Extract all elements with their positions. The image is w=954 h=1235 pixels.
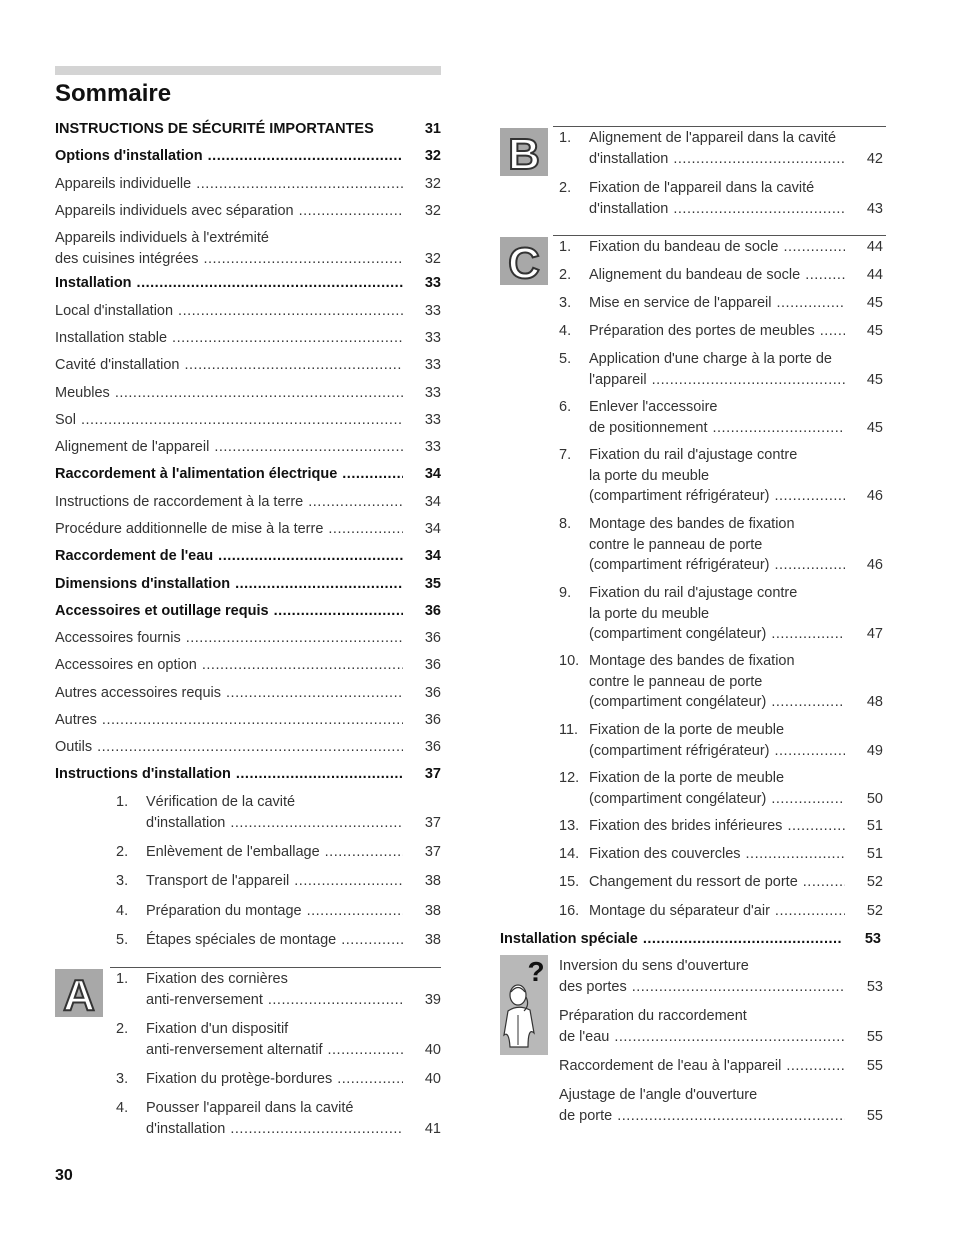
dot-leader bbox=[632, 977, 845, 998]
dot-leader bbox=[775, 741, 846, 762]
dot-leader bbox=[137, 273, 403, 294]
toc-entry-label: Enlever l'accessoire bbox=[589, 399, 718, 415]
dot-leader bbox=[342, 464, 403, 485]
dot-leader bbox=[208, 146, 403, 167]
dot-leader bbox=[172, 328, 403, 349]
toc-entry-page: 48 bbox=[866, 694, 883, 710]
toc-entry-page: 34 bbox=[424, 521, 441, 537]
toc-entry-page: 35 bbox=[424, 576, 441, 592]
dot-leader bbox=[673, 199, 845, 220]
toc-entry bbox=[559, 956, 883, 997]
toc-entry-label: Options d'installation bbox=[55, 148, 203, 164]
toc-entry-label: Accessoires en option bbox=[55, 657, 197, 673]
toc-entry-page: 47 bbox=[866, 626, 883, 642]
toc-entry-label: Fixation du rail d'ajustage contre bbox=[589, 447, 798, 463]
toc-entry-label: Appareils individuelle bbox=[55, 176, 192, 192]
toc-entry-page: 36 bbox=[424, 739, 441, 755]
toc-entry-page: 33 bbox=[424, 385, 441, 401]
toc-entry-page: 40 bbox=[424, 1071, 441, 1087]
toc-entry-page: 46 bbox=[866, 557, 883, 573]
toc-entry-page: 41 bbox=[424, 1120, 441, 1137]
toc-entry-page: 44 bbox=[866, 239, 883, 255]
toc-entry bbox=[559, 237, 883, 258]
toc-entry-label: des portes bbox=[559, 978, 627, 995]
toc-entry bbox=[55, 574, 441, 595]
toc-entry-label: d'installation bbox=[146, 814, 226, 831]
dot-leader bbox=[268, 990, 403, 1011]
toc-entry-page: 32 bbox=[424, 203, 441, 219]
toc-entry-page: 45 bbox=[866, 371, 883, 388]
toc-entry-label: Outils bbox=[55, 739, 93, 755]
toc-entry bbox=[559, 293, 883, 314]
dot-leader bbox=[617, 1106, 845, 1127]
toc-entry-number: 4. bbox=[116, 903, 129, 919]
toc-entry-label: Cavité d'installation bbox=[55, 357, 180, 373]
toc-entry bbox=[55, 119, 441, 140]
page-number: 30 bbox=[55, 1167, 73, 1184]
toc-entry-label: Raccordement de l'eau à l'appareil bbox=[559, 1058, 782, 1074]
toc-entry-label: des cuisines intégrées bbox=[55, 250, 199, 267]
toc-entry-label: d'installation bbox=[146, 1120, 226, 1137]
dot-leader bbox=[97, 737, 403, 758]
toc-entry-number: 1. bbox=[116, 794, 129, 810]
toc-entry-label: Pousser l'appareil dans la cavité bbox=[146, 1100, 354, 1116]
toc-entry-label: Vérification de la cavité bbox=[146, 794, 296, 810]
toc-entry bbox=[55, 410, 441, 431]
toc-entry-page: 45 bbox=[866, 295, 883, 311]
toc-entry-label: Instructions de raccordement à la terre bbox=[55, 494, 304, 510]
toc-entry-label: Fixation des cornières bbox=[146, 971, 288, 987]
toc-entry-page: 45 bbox=[866, 419, 883, 436]
toc-entry bbox=[55, 301, 441, 322]
toc-entry-label: de positionnement bbox=[589, 419, 708, 436]
toc-entry bbox=[55, 328, 441, 349]
section-b-rule bbox=[553, 126, 886, 127]
toc-entry-number: 14. bbox=[559, 846, 580, 862]
toc-entry-page: 42 bbox=[866, 150, 883, 167]
toc-entry-label: Fixation du protège-bordures bbox=[146, 1071, 333, 1087]
dot-leader bbox=[203, 249, 403, 270]
toc-entry-label: Autres accessoires requis bbox=[55, 685, 222, 701]
toc-entry bbox=[559, 178, 883, 219]
dot-leader bbox=[325, 842, 403, 863]
toc-entry-label: Installation bbox=[55, 275, 132, 291]
toc-entry-page: 36 bbox=[424, 630, 441, 646]
dot-leader bbox=[196, 174, 403, 195]
dot-leader bbox=[787, 816, 845, 837]
toc-entry bbox=[559, 651, 883, 713]
toc-entry-number: 2. bbox=[559, 180, 572, 196]
toc-entry bbox=[559, 844, 883, 865]
toc-entry-page: 37 bbox=[424, 844, 441, 860]
toc-entry-label: contre le panneau de porte bbox=[589, 673, 763, 690]
toc-entry-number: 6. bbox=[559, 399, 572, 415]
toc-entry bbox=[55, 174, 441, 195]
toc-entry bbox=[559, 349, 883, 390]
toc-entry-page: 33 bbox=[424, 275, 441, 291]
dot-leader bbox=[115, 383, 403, 404]
toc-entry-page: 38 bbox=[424, 903, 441, 919]
toc-entry-page: 53 bbox=[864, 931, 881, 947]
toc-entry-page: 33 bbox=[424, 439, 441, 455]
toc-entry-label: Ajustage de l'angle d'ouverture bbox=[559, 1087, 758, 1103]
dot-leader bbox=[184, 355, 403, 376]
dot-leader bbox=[746, 844, 845, 865]
toc-entry-page: 36 bbox=[424, 712, 441, 728]
toc-entry bbox=[55, 546, 441, 567]
toc-entry-number: 2. bbox=[559, 267, 572, 283]
toc-entry bbox=[559, 583, 883, 645]
toc-entry-label: Étapes spéciales de montage bbox=[146, 932, 337, 948]
toc-entry-page: 33 bbox=[424, 303, 441, 319]
toc-entry-page: 32 bbox=[424, 176, 441, 192]
toc-entry-label: Appareils individuels avec séparation bbox=[55, 203, 294, 219]
page-title: Sommaire bbox=[55, 80, 172, 107]
toc-entry-label: de porte bbox=[559, 1107, 613, 1124]
toc-entry-label: Alignement de l'appareil dans la cavité bbox=[589, 130, 837, 146]
toc-entry bbox=[559, 720, 883, 761]
toc-entry bbox=[559, 514, 883, 576]
toc-entry-number: 2. bbox=[116, 844, 129, 860]
toc-entry-label: Préparation du raccordement bbox=[559, 1008, 747, 1024]
toc-entry-label: de l'eau bbox=[559, 1028, 610, 1045]
toc-entry-page: 53 bbox=[866, 978, 883, 995]
section-a-badge bbox=[55, 969, 103, 1017]
toc-entry-number: 15. bbox=[559, 874, 580, 890]
toc-entry-label: Mise en service de l'appareil bbox=[589, 295, 772, 311]
toc-entry-label: Instructions d'installation bbox=[55, 766, 231, 782]
dot-leader bbox=[652, 370, 845, 391]
dot-leader bbox=[614, 1027, 845, 1048]
toc-entry-label: Fixation de la porte de meuble bbox=[589, 770, 785, 786]
dot-leader bbox=[786, 1056, 845, 1077]
toc-entry bbox=[55, 201, 441, 222]
toc-entry-page: 36 bbox=[424, 685, 441, 701]
toc-entry-label: Montage du séparateur d'air bbox=[589, 903, 770, 919]
toc-entry-label: (compartiment réfrigérateur) bbox=[589, 488, 770, 504]
toc-entry-label: la porte du meuble bbox=[589, 467, 710, 484]
dot-leader bbox=[337, 1069, 403, 1090]
toc-entry-page: 34 bbox=[424, 494, 441, 510]
question-mark-icon: ? bbox=[527, 956, 545, 987]
toc-entry bbox=[55, 519, 441, 540]
toc-entry-label: Accessoires et outillage requis bbox=[55, 603, 269, 619]
toc-entry bbox=[559, 265, 883, 286]
toc-entry bbox=[55, 355, 441, 376]
toc-entry bbox=[116, 1019, 441, 1060]
toc-entry-label: Meubles bbox=[55, 385, 110, 401]
toc-entry-label: Changement du ressort de porte bbox=[589, 874, 798, 890]
toc-entry-label: Procédure additionnelle de mise à la terre bbox=[55, 521, 324, 537]
section-c-letter: C bbox=[508, 239, 540, 285]
toc-entry-label: Inversion du sens d'ouverture bbox=[559, 958, 749, 974]
toc-entry bbox=[559, 1085, 883, 1126]
toc-entry bbox=[116, 930, 441, 951]
toc-entry-label: Fixation du rail d'ajustage contre bbox=[589, 585, 798, 601]
toc-entry-label: Fixation de la porte de meuble bbox=[589, 722, 785, 738]
toc-entry-page: 38 bbox=[424, 932, 441, 948]
toc-entry bbox=[559, 128, 883, 169]
toc-entry-page: 38 bbox=[424, 873, 441, 889]
toc-entry-page: 31 bbox=[424, 121, 441, 137]
toc-entry bbox=[55, 273, 441, 294]
toc-entry bbox=[55, 601, 441, 622]
dot-leader bbox=[226, 683, 403, 704]
toc-entry-number: 1. bbox=[559, 239, 572, 255]
toc-entry bbox=[559, 321, 883, 342]
toc-entry-number: 3. bbox=[116, 873, 129, 889]
dot-leader bbox=[771, 692, 845, 713]
toc-entry-page: 46 bbox=[866, 488, 883, 504]
dot-leader bbox=[202, 655, 403, 676]
section-b-letter: B bbox=[508, 130, 540, 176]
toc-entry-label: INSTRUCTIONS DE SÉCURITÉ IMPORTANTES bbox=[55, 121, 374, 137]
dot-leader bbox=[783, 237, 845, 258]
toc-entry-label: Alignement de l'appareil bbox=[55, 439, 210, 455]
toc-entry-page: 32 bbox=[424, 148, 441, 164]
toc-entry-label: Montage des bandes de fixation bbox=[589, 653, 795, 669]
toc-entry-label: Transport de l'appareil bbox=[146, 873, 290, 889]
toc-entry-label: contre le panneau de porte bbox=[589, 536, 763, 553]
toc-entry-number: 11. bbox=[559, 722, 579, 738]
toc-entry-number: 10. bbox=[559, 653, 580, 669]
toc-entry-number: 4. bbox=[116, 1100, 129, 1116]
header-bar bbox=[55, 66, 441, 75]
toc-entry bbox=[559, 1056, 883, 1077]
toc-entry-page: 36 bbox=[424, 603, 441, 619]
section-a-rule bbox=[110, 967, 441, 968]
toc-entry-label: Fixation des brides inférieures bbox=[589, 818, 783, 834]
toc-entry-page: 33 bbox=[424, 412, 441, 428]
toc-entry-number: 2. bbox=[116, 1021, 129, 1037]
toc-entry-label: Fixation du bandeau de socle bbox=[589, 239, 779, 255]
toc-entry-label: (compartiment congélateur) bbox=[589, 694, 767, 710]
toc-entry bbox=[55, 710, 441, 731]
toc-entry bbox=[116, 842, 441, 863]
toc-entry-page: 52 bbox=[866, 903, 883, 919]
toc-entry bbox=[55, 737, 441, 758]
toc-entry-page: 52 bbox=[866, 874, 883, 890]
toc-entry bbox=[116, 901, 441, 922]
toc-entry-page: 39 bbox=[424, 991, 441, 1008]
toc-entry-label: Préparation du montage bbox=[146, 903, 302, 919]
toc-entry-label: (compartiment réfrigérateur) bbox=[589, 557, 770, 573]
toc-entry bbox=[116, 1098, 441, 1139]
toc-entry bbox=[55, 146, 441, 167]
toc-entry bbox=[55, 492, 441, 513]
toc-entry bbox=[55, 655, 441, 676]
toc-entry-label: Installation spéciale bbox=[500, 931, 638, 947]
toc-entry bbox=[116, 792, 441, 833]
dot-leader bbox=[102, 710, 403, 731]
toc-entry-label: (compartiment congélateur) bbox=[589, 790, 767, 807]
toc-entry-page: 50 bbox=[866, 790, 883, 807]
dot-leader bbox=[214, 437, 403, 458]
dot-leader bbox=[308, 492, 403, 513]
dot-leader bbox=[299, 201, 403, 222]
toc-entry-number: 5. bbox=[116, 932, 129, 948]
toc-entry-number: 12. bbox=[559, 770, 580, 786]
toc-entry-label: Raccordement à l'alimentation électrique bbox=[55, 466, 338, 482]
section-b-badge bbox=[500, 128, 548, 176]
toc-entry bbox=[559, 901, 883, 922]
toc-entry bbox=[116, 871, 441, 892]
toc-entry-label: d'installation bbox=[589, 150, 669, 167]
dot-leader bbox=[294, 871, 403, 892]
toc-entry-page: 44 bbox=[866, 267, 883, 283]
toc-entry-number: 4. bbox=[559, 323, 572, 339]
toc-entry-page: 55 bbox=[866, 1028, 883, 1045]
dot-leader bbox=[230, 813, 403, 834]
toc-entry-label: Fixation d'un dispositif bbox=[146, 1021, 289, 1037]
toc-entry bbox=[559, 445, 883, 507]
section-a-letter: A bbox=[63, 971, 95, 1017]
toc-entry-label: l'appareil bbox=[589, 371, 647, 388]
toc-entry bbox=[559, 872, 883, 893]
toc-entry-page: 55 bbox=[866, 1058, 883, 1074]
dot-leader bbox=[775, 486, 846, 507]
toc-entry-page: 43 bbox=[866, 200, 883, 217]
toc-entry-page: 51 bbox=[866, 846, 883, 862]
toc-entry-page: 34 bbox=[424, 466, 441, 482]
dot-leader bbox=[274, 601, 403, 622]
toc-entry-label: Sol bbox=[55, 412, 76, 428]
section-c-badge bbox=[500, 237, 548, 285]
toc-entry bbox=[559, 397, 883, 438]
toc-entry-number: 1. bbox=[116, 971, 129, 987]
dot-leader bbox=[328, 519, 403, 540]
toc-entry-page: 51 bbox=[866, 818, 883, 834]
dot-leader bbox=[341, 930, 403, 951]
toc-entry-label: Alignement du bandeau de socle bbox=[589, 267, 801, 283]
toc-entry bbox=[559, 768, 883, 809]
dot-leader bbox=[713, 418, 846, 439]
toc-entry bbox=[559, 816, 883, 837]
toc-entry-number: 16. bbox=[559, 903, 580, 919]
toc-entry-page: 37 bbox=[424, 814, 441, 831]
dot-leader bbox=[771, 624, 845, 645]
toc-entry-label: Accessoires fournis bbox=[55, 630, 181, 646]
toc-entry-number: 7. bbox=[559, 447, 572, 463]
toc-entry-label: Application d'une charge à la porte de bbox=[589, 351, 832, 367]
toc-entry-label: Préparation des portes de meubles bbox=[589, 323, 815, 339]
toc-entry bbox=[55, 683, 441, 704]
dot-leader bbox=[230, 1119, 403, 1140]
toc-entry-number: 1. bbox=[559, 130, 572, 146]
toc-entry bbox=[55, 383, 441, 404]
toc-entry-label: d'installation bbox=[589, 200, 669, 217]
toc-entry-number: 5. bbox=[559, 351, 572, 367]
toc-entry-label: Fixation de l'appareil dans la cavité bbox=[589, 180, 815, 196]
dot-leader bbox=[218, 546, 403, 567]
toc-entry-label: anti-renversement alternatif bbox=[146, 1041, 323, 1058]
toc-entry-label: (compartiment réfrigérateur) bbox=[589, 742, 770, 759]
dot-leader bbox=[775, 901, 845, 922]
toc-entry-label: Fixation des couvercles bbox=[589, 846, 741, 862]
dot-leader bbox=[775, 555, 846, 576]
dot-leader bbox=[186, 628, 403, 649]
toc-entry bbox=[116, 969, 441, 1010]
toc-entry-page: 34 bbox=[424, 548, 441, 564]
dot-leader bbox=[777, 293, 846, 314]
dot-leader bbox=[235, 574, 403, 595]
toc-entry-page: 33 bbox=[424, 357, 441, 373]
dot-leader bbox=[81, 410, 403, 431]
toc-entry-page: 55 bbox=[866, 1107, 883, 1124]
toc-entry-number: 8. bbox=[559, 516, 572, 532]
toc-entry-number: 13. bbox=[559, 818, 580, 834]
toc-entry-page: 32 bbox=[424, 250, 441, 267]
toc-entry-label: Dimensions d'installation bbox=[55, 576, 231, 592]
dot-leader bbox=[805, 265, 845, 286]
toc-entry bbox=[116, 1069, 441, 1090]
toc-entry-label: Local d'installation bbox=[55, 303, 174, 319]
toc-entry bbox=[55, 228, 441, 269]
dot-leader bbox=[673, 149, 845, 170]
toc-entry bbox=[55, 764, 441, 785]
toc-entry-number: 3. bbox=[116, 1071, 129, 1087]
toc-entry-label: Installation stable bbox=[55, 330, 168, 346]
toc-entry-page: 49 bbox=[866, 742, 883, 759]
toc-entry-number: 9. bbox=[559, 585, 572, 601]
toc-entry-label: Enlèvement de l'emballage bbox=[146, 844, 320, 860]
toc-entry-label: anti-renversement bbox=[146, 991, 263, 1008]
section-c-rule bbox=[553, 235, 886, 236]
dot-leader bbox=[307, 901, 403, 922]
dot-leader bbox=[643, 929, 843, 950]
toc-entry-page: 33 bbox=[424, 330, 441, 346]
toc-entry-label: (compartiment congélateur) bbox=[589, 626, 767, 642]
toc-entry-label: Appareils individuels à l'extrémité bbox=[55, 230, 269, 246]
toc-entry-number: 3. bbox=[559, 295, 572, 311]
toc-entry-page: 40 bbox=[424, 1041, 441, 1058]
toc-entry-page: 37 bbox=[424, 766, 441, 782]
toc-entry-label: Raccordement de l'eau bbox=[55, 548, 214, 564]
toc-entry-page: 36 bbox=[424, 657, 441, 673]
toc-entry-page: 45 bbox=[866, 323, 883, 339]
toc-entry-label: Montage des bandes de fixation bbox=[589, 516, 795, 532]
dot-leader bbox=[236, 764, 403, 785]
toc-entry bbox=[559, 1006, 883, 1047]
toc-entry bbox=[55, 464, 441, 485]
toc-entry-label: Autres bbox=[55, 712, 97, 728]
dot-leader bbox=[178, 301, 403, 322]
toc-entry bbox=[55, 437, 441, 458]
dot-leader bbox=[328, 1040, 404, 1061]
dot-leader bbox=[803, 872, 845, 893]
toc-entry bbox=[55, 628, 441, 649]
toc-entry-label: la porte du meuble bbox=[589, 605, 710, 622]
dot-leader bbox=[820, 321, 845, 342]
toc-entry bbox=[500, 929, 881, 950]
dot-leader bbox=[771, 789, 845, 810]
help-person-icon bbox=[500, 955, 548, 1055]
